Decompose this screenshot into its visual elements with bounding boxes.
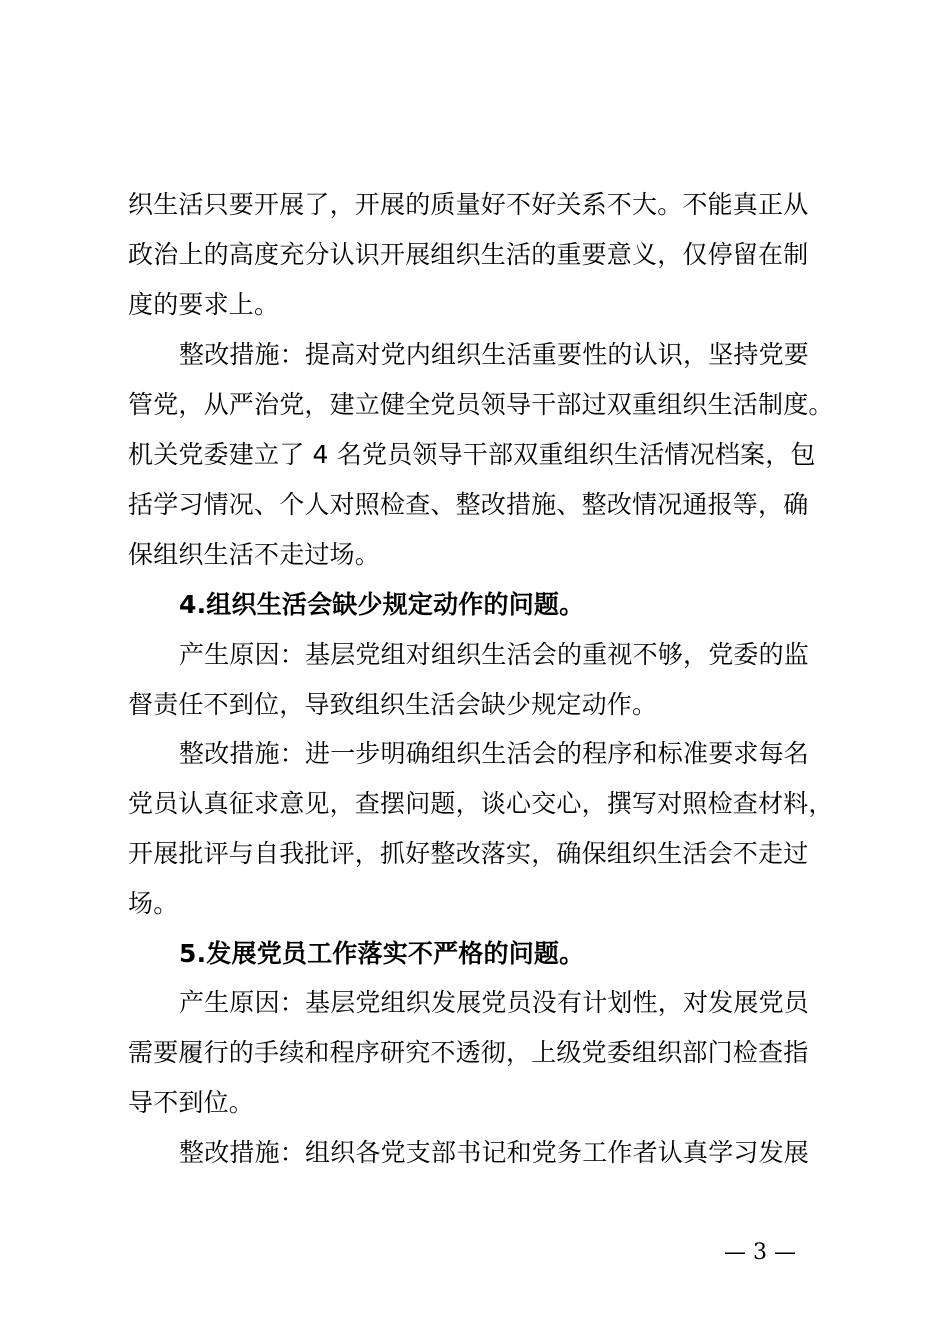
paragraph-line: 整改措施：提高对党内组织生活重要性的认识，坚持党要: [179, 340, 810, 369]
paragraph-line: 度的要求上。: [128, 290, 280, 319]
paragraph-line: 党员认真征求意见，查摆问题，谈心交心，撰写对照检查材料，: [128, 789, 834, 818]
paragraph-line: 政治上的高度充分认识开展组织生活的重要意义，仅停留在制: [128, 240, 809, 269]
paragraph-line: 整改措施：组织各党支部书记和党务工作者认真学习发展: [179, 1138, 810, 1167]
section-heading: 5.发展党员工作落实不严格的问题。: [179, 939, 585, 968]
paragraph-line: 机关党委建立了 4 名党员领导干部双重组织生活情况档案，包: [128, 440, 816, 469]
paragraph-line: 场。: [128, 889, 179, 918]
paragraph-line: 括学习情况、个人对照检查、整改措施、整改情况通报等，确: [128, 490, 809, 519]
paragraph-line: 管党，从严治党，建立健全党员领导干部过双重组织生活制度。: [128, 390, 834, 419]
paragraph-line: 督责任不到位，导致组织生活会缺少规定动作。: [128, 690, 658, 719]
paragraph-line: 导不到位。: [128, 1088, 255, 1117]
section-heading: 4.组织生活会缺少规定动作的问题。: [179, 590, 585, 619]
paragraph-line: 产生原因：基层党组织发展党员没有计划性，对发展党员: [179, 988, 810, 1017]
paragraph-line: 需要履行的手续和程序研究不透彻，上级党委组织部门检查指: [128, 1038, 809, 1067]
paragraph-line: 保组织生活不走过场。: [128, 540, 381, 569]
page-number: — 3 —: [724, 1240, 796, 1265]
paragraph-line: 产生原因：基层党组对组织生活会的重视不够，党委的监: [179, 640, 810, 669]
paragraph-line: 开展批评与自我批评，抓好整改落实，确保组织生活会不走过: [128, 839, 809, 868]
paragraph-line: 织生活只要开展了，开展的质量好不好关系不大。不能真正从: [128, 190, 809, 219]
paragraph-line: 整改措施：进一步明确组织生活会的程序和标准要求每名: [179, 739, 810, 768]
